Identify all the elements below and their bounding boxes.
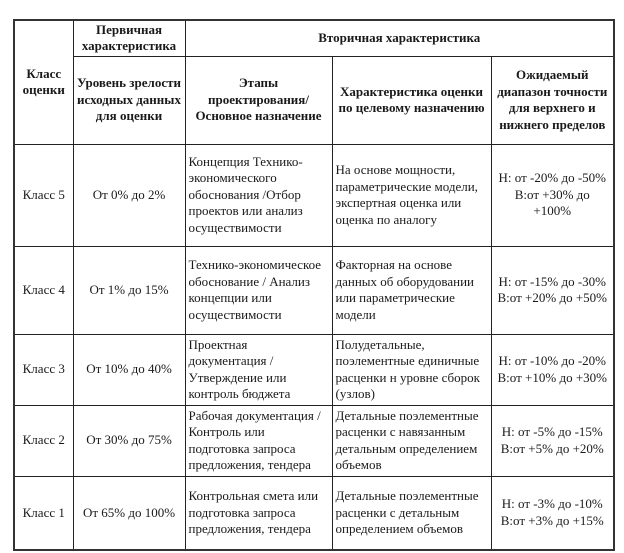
table-row xyxy=(14,405,614,476)
maturity-cell: От 30% до 75% xyxy=(73,405,185,476)
class-cell: Класс 1 xyxy=(14,476,73,550)
header-class: Класс оценки xyxy=(14,20,73,144)
table-row xyxy=(14,476,614,550)
accuracy-low: Н: от -10% до -20% xyxy=(498,353,606,368)
accuracy-cell xyxy=(491,334,614,405)
accuracy-high: В:от +3% до +15% xyxy=(500,512,604,528)
maturity-cell: От 10% до 40% xyxy=(73,334,185,405)
accuracy-low: Н: от -20% до -50% xyxy=(498,170,606,186)
accuracy-high: В:от +20% до +50% xyxy=(497,290,607,305)
header-maturity: Уровень зрелости исходных данных для оценки xyxy=(73,56,185,144)
stages-cell: Проектная документация /Утверждение или контроль бюджета xyxy=(185,334,332,405)
table-row xyxy=(14,246,614,334)
class-cell: Класс 2 xyxy=(14,405,73,476)
estimate-class-table xyxy=(13,19,615,551)
accuracy-high: В:от +5% до +20% xyxy=(500,440,604,456)
method-cell: На основе мощности, параметрические модели, экспертная оценка или оценка по аналогу xyxy=(332,144,491,246)
accuracy-cell xyxy=(491,405,614,476)
stages-cell: Рабочая документация /Контроль или подготовка запроса предложения, тендера xyxy=(185,405,332,476)
class-cell: Класс 3 xyxy=(14,334,73,405)
accuracy-low: Н: от -15% до -30% xyxy=(498,273,606,289)
stages-cell: Технико-экономическое обоснование / Анализ концепции или осуществимости xyxy=(185,246,332,334)
stages-cell: Контрольная смета или подготовка запроса предложения, тендера xyxy=(185,476,332,550)
header-stages: Этапы проектирования/Основное назначение xyxy=(185,56,332,144)
accuracy-cell xyxy=(491,246,614,334)
accuracy-low: Н: от -5% до -15% xyxy=(501,424,603,439)
table-row xyxy=(14,144,614,246)
accuracy-low: Н: от -3% до -10% xyxy=(501,496,603,512)
method-cell: Детальные поэлементные расценки с детальным определением объемов xyxy=(332,476,491,550)
accuracy-high: В:от +10% до +30% xyxy=(497,369,607,385)
class-cell: Класс 4 xyxy=(14,246,73,334)
method-cell: Детальные поэлементные расценки с навязанным детальным определением объемов xyxy=(332,405,491,476)
maturity-cell: От 1% до 15% xyxy=(73,246,185,334)
accuracy-cell xyxy=(491,144,614,246)
accuracy-high: В:от +30% до +100% xyxy=(514,186,590,219)
header-accuracy: Ожидаемый диапазон точности для верхнего и нижнего пределов xyxy=(491,56,614,144)
maturity-cell: От 0% до 2% xyxy=(73,144,185,246)
table-row xyxy=(14,334,614,405)
header-primary-group: Первичная характеристика xyxy=(73,20,185,56)
class-cell: Класс 5 xyxy=(14,144,73,246)
accuracy-cell xyxy=(491,476,614,550)
header-secondary-group: Вторичная характеристика xyxy=(185,20,614,56)
method-cell: Факторная на основе данных об оборудовании или параметрические модели xyxy=(332,246,491,334)
method-cell: Полудетальные, поэлементные единичные расценки н уровне сборок (узлов) xyxy=(332,334,491,405)
header-method: Характеристика оценки по целевому назначению xyxy=(332,56,491,144)
maturity-cell: От 65% до 100% xyxy=(73,476,185,550)
stages-cell: Концепция Технико-экономического обоснования /Отбор проектов или анализ осуществимости xyxy=(185,144,332,246)
